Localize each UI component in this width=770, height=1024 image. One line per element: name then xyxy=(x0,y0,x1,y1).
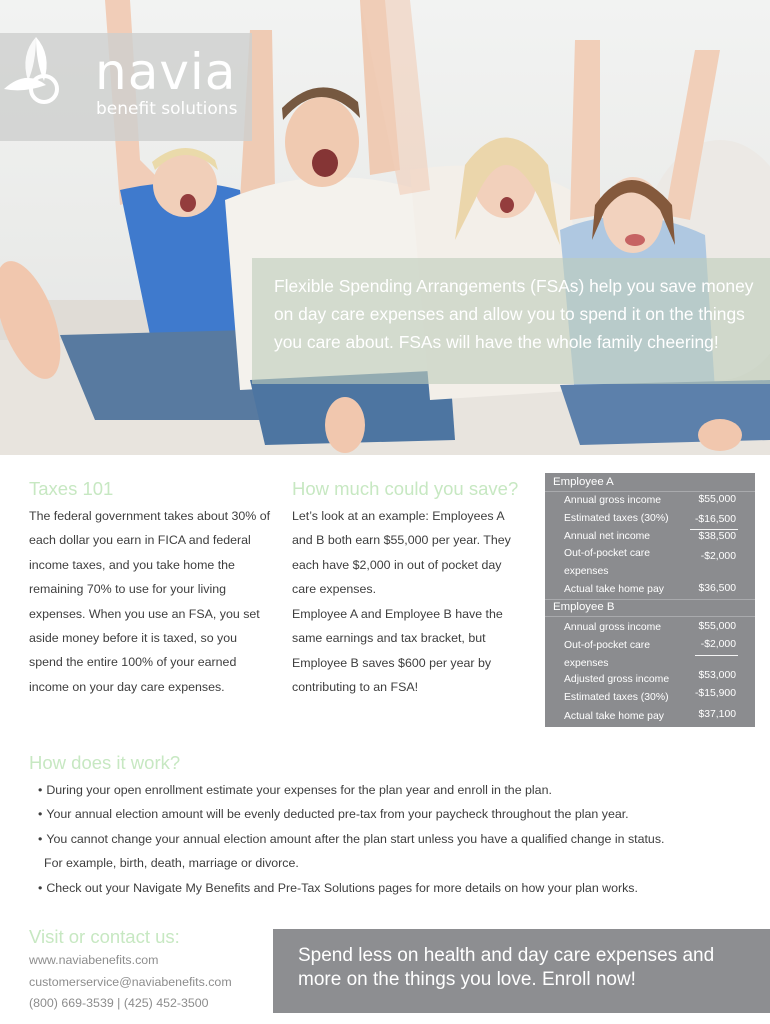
employee-a-label: Employee A xyxy=(553,476,614,488)
hero-banner xyxy=(0,0,770,455)
row-label: Adjusted gross income xyxy=(564,674,670,685)
row-label: Estimated taxes (30%) xyxy=(564,513,669,524)
divider xyxy=(545,616,755,617)
sum-rule xyxy=(690,529,738,530)
row-label: Annual gross income xyxy=(564,495,662,506)
row-label: Out-of-pocket care expenses xyxy=(564,548,651,577)
leaf-logo-icon xyxy=(0,33,72,105)
list-item-text: During your open enrollment estimate your expenses for the plan year and enroll in the plan. xyxy=(46,783,552,797)
list-item-text: Your annual election amount will be evenly deducted pre-tax from your paycheck throughout the plan year. xyxy=(46,807,629,822)
list-item-text: Check out your Navigate My Benefits and Pre-Tax Solutions pages for more details on how your plan works. xyxy=(46,880,638,895)
savings-comparison-table xyxy=(545,473,755,727)
row-label: Estimated taxes (30%) xyxy=(564,692,669,703)
row-value: $53,000 xyxy=(698,670,736,681)
row-value: $37,100 xyxy=(698,709,736,720)
navia-logo xyxy=(0,33,252,141)
list-item: • Check out your Navigate My Benefits and Pre-Tax Solutions pages for more details on how your plan works. xyxy=(38,880,638,895)
logo-tagline: benefit solutions xyxy=(96,99,238,119)
list-item-continuation: For example, birth, death, marriage or divorce. xyxy=(44,856,299,871)
sum-rule xyxy=(695,655,738,656)
row-label: Actual take home pay xyxy=(564,584,664,595)
list-item: • Your annual election amount will be evenly deducted pre-tax from your paycheck throughout the plan year. xyxy=(38,807,629,822)
row-value: -$2,000 xyxy=(700,551,736,562)
row-value: -$16,500 xyxy=(694,514,736,525)
list-item: • You cannot change your annual election amount after the plan start unless you have a qualified change in status. For example, birth, death, marriage or divorce. xyxy=(38,827,738,876)
row-label: Out-of-pocket care expenses xyxy=(564,640,651,669)
phone-numbers: (800) 669-3539 | (425) 452-3500 xyxy=(29,996,209,1010)
enroll-text: Spend less on health and day care expenses and more on the things you love. Enroll now! xyxy=(298,945,715,990)
website-link[interactable]: www.naviabenefits.com xyxy=(29,953,159,967)
how-title: How does it work? xyxy=(29,752,181,773)
list-item: • During your open enrollment estimate your expenses for the plan year and enroll in the plan. xyxy=(38,783,552,797)
row-value: $55,000 xyxy=(698,621,736,632)
logo-wordmark: navia xyxy=(95,43,237,101)
row-value: $36,500 xyxy=(698,583,736,594)
row-value: $38,500 xyxy=(698,531,736,542)
hero-callout xyxy=(252,258,770,384)
savings-para-2: Employee A and Employee B have the same earnings and tax bracket, but Employee B saves $600 per year by contributing to an FSA! xyxy=(292,607,503,695)
row-label: Annual gross income xyxy=(564,622,662,633)
employee-b-label: Employee B xyxy=(553,601,615,613)
how-list xyxy=(38,778,738,900)
taxes-title: Taxes 101 xyxy=(29,478,114,499)
row-value: $55,000 xyxy=(698,494,736,505)
email-link[interactable]: customerservice@naviabenefits.com xyxy=(29,975,232,989)
contact-title: Visit or contact us: xyxy=(29,926,180,947)
enroll-banner xyxy=(273,929,770,1013)
divider xyxy=(545,599,755,600)
hero-callout-text: Flexible Spending Arrangements (FSAs) help you save money on day care expenses and allow you to spend it on the things you care about. FSAs will have the whole family cheering! xyxy=(274,276,754,352)
row-value: -$2,000 xyxy=(700,639,736,650)
row-label: Annual net income xyxy=(564,531,651,542)
list-item-text: You cannot change your annual election amount after the plan start unless you have a qualified change in status. xyxy=(46,831,665,846)
savings-para-1: Let’s look at an example: Employees A and B both earn $55,000 per year. They each have $2,000 in out of pocket day care expenses. xyxy=(292,509,511,597)
row-value: -$15,900 xyxy=(694,688,736,699)
row-label: Actual take home pay xyxy=(564,711,664,722)
taxes-body: The federal government takes about 30% of each dollar you earn in FICA and federal income taxes, and you take home the remaining 70% to use for your living expenses. When you use an FSA, you set aside money before it is taxed, so you spend the entire 100% of your earned income on your day care expenses. xyxy=(29,509,271,694)
savings-title: How much could you save? xyxy=(292,478,519,499)
